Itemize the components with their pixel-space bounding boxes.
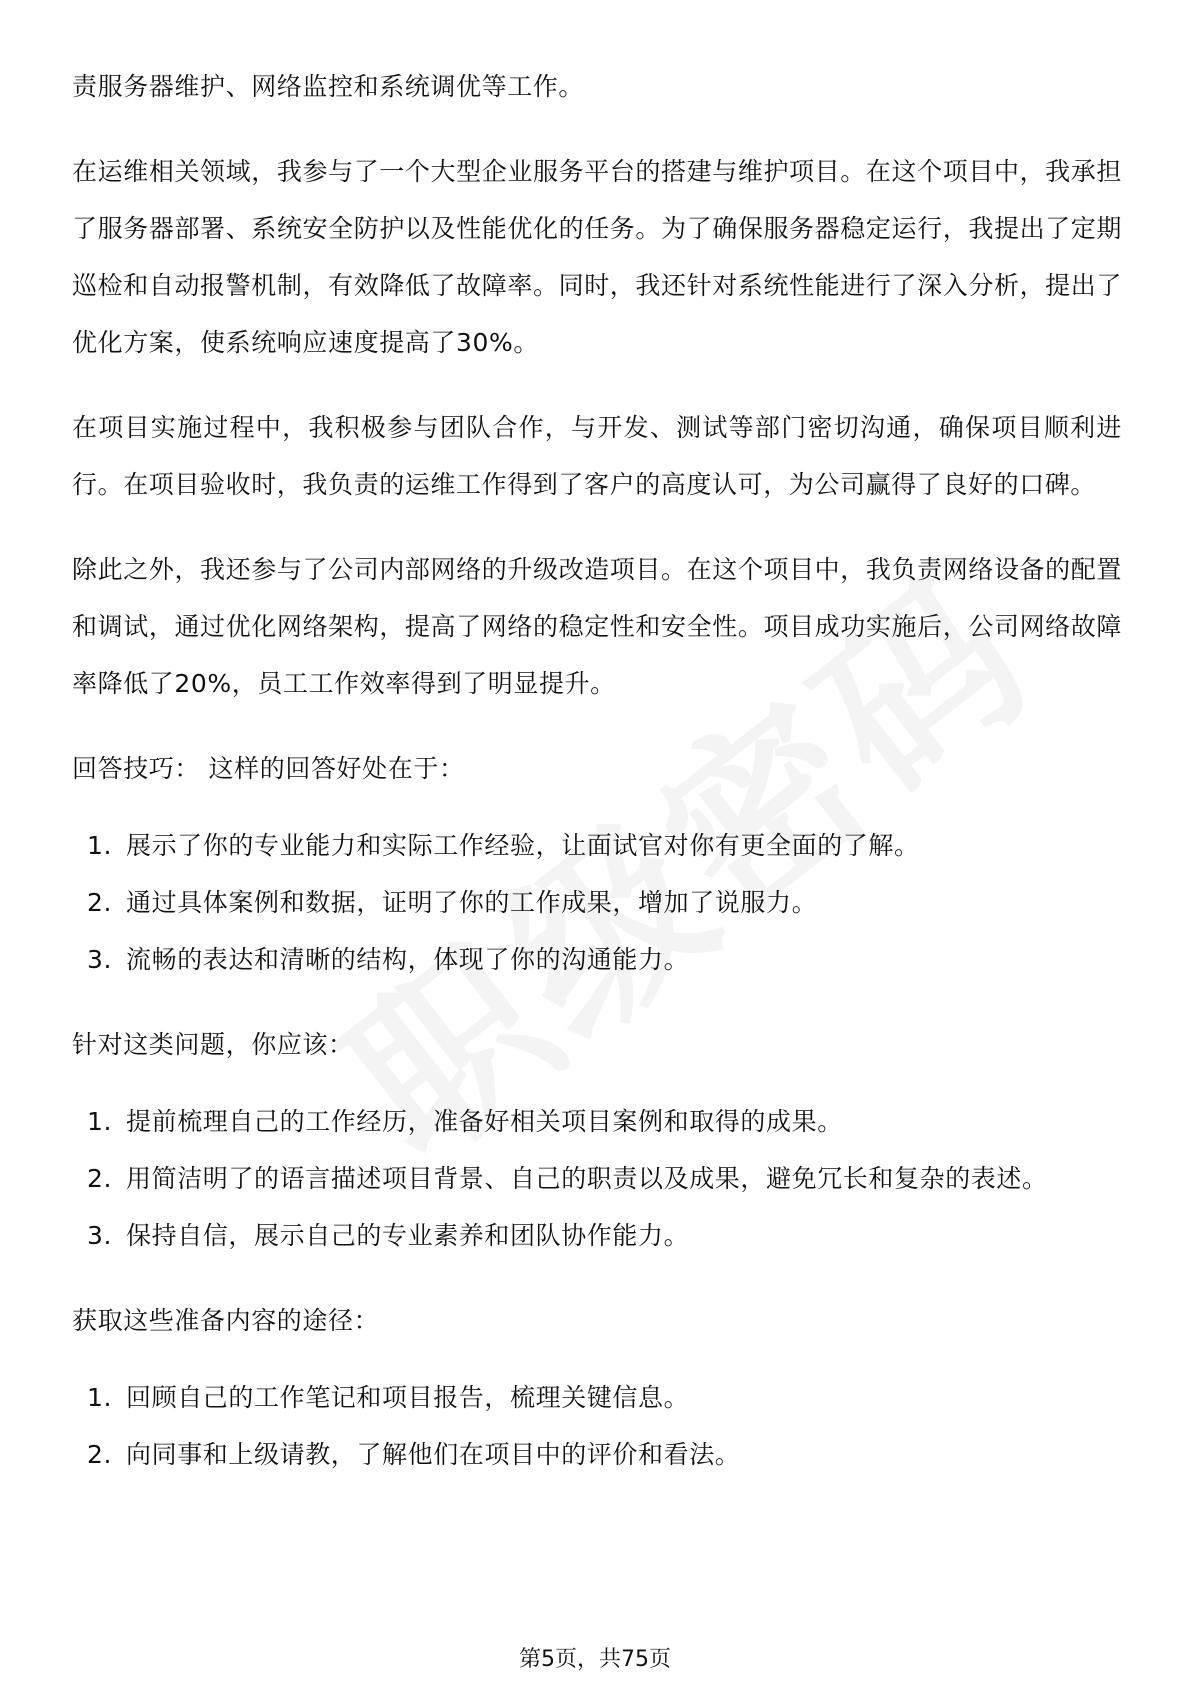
list-number: 3. [86, 945, 112, 974]
page-number: 第5页，共75页 [519, 1647, 671, 1672]
paragraph-network-upgrade: 除此之外，我还参与了公司内部网络的升级改造项目。在这个项目中，我负责网络设备的配置和调试，通过优化网络架构，提高了网络的稳定性和安全性。项目成功实施后，公司网络故障率降低了20%，员工工作效率得到了明显提升。 [72, 555, 1122, 698]
should-list [72, 1093, 1122, 1264]
paragraph-teamwork: 在项目实施过程中，我积极参与团队合作，与开发、测试等部门密切沟通，确保项目顺利进行。在项目验收时，我负责的运维工作得到了客户的高度认可，为公司赢得了良好的口碑。 [72, 413, 1122, 499]
list-item [72, 1093, 1122, 1150]
list-number: 2. [86, 1164, 112, 1193]
sources-list [72, 1369, 1122, 1483]
tips-list [72, 817, 1122, 988]
paragraph-continuation: 责服务器维护、网络监控和系统调优等工作。 [72, 72, 585, 101]
list-item [72, 1426, 1122, 1483]
list-text: 流畅的表达和清晰的结构，体现了你的沟通能力。 [126, 945, 690, 974]
list-text: 回顾自己的工作笔记和项目报告，梳理关键信息。 [126, 1383, 690, 1412]
list-item [72, 874, 1122, 931]
list-item [72, 1150, 1122, 1207]
list-number: 1. [86, 1107, 112, 1136]
list-text: 提前梳理自己的工作经历，准备好相关项目案例和取得的成果。 [126, 1107, 843, 1136]
list-text: 通过具体案例和数据，证明了你的工作成果，增加了说服力。 [126, 888, 818, 917]
should-heading: 针对这类问题，你应该： [72, 1030, 354, 1059]
list-item [72, 817, 1122, 874]
sources-heading: 获取这些准备内容的途径： [72, 1306, 380, 1335]
list-item [72, 1369, 1122, 1426]
document-body [72, 58, 1122, 1483]
list-number: 2. [86, 1440, 112, 1469]
paragraph-ops-project: 在运维相关领域，我参与了一个大型企业服务平台的搭建与维护项目。在这个项目中，我承担了服务器部署、系统安全防护以及性能优化的任务。为了确保服务器稳定运行，我提出了定期巡检和自动报警机制，有效降低了故障率。同时，我还针对系统性能进行了深入分析，提出了优化方案，使系统响应速度提高了30%。 [72, 157, 1122, 357]
list-text: 用简洁明了的语言描述项目背景、自己的职责以及成果，避免冗长和复杂的表述。 [126, 1164, 1048, 1193]
list-number: 2. [86, 888, 112, 917]
list-text: 向同事和上级请教，了解他们在项目中的评价和看法。 [126, 1440, 741, 1469]
list-item [72, 931, 1122, 988]
list-number: 1. [86, 1383, 112, 1412]
list-text: 展示了你的专业能力和实际工作经验，让面试官对你有更全面的了解。 [126, 831, 920, 860]
list-item [72, 1207, 1122, 1264]
tips-heading: 回答技巧： 这样的回答好处在于： [72, 754, 465, 783]
list-number: 3. [86, 1221, 112, 1250]
list-number: 1. [86, 831, 112, 860]
list-text: 保持自信，展示自己的专业素养和团队协作能力。 [126, 1221, 690, 1250]
